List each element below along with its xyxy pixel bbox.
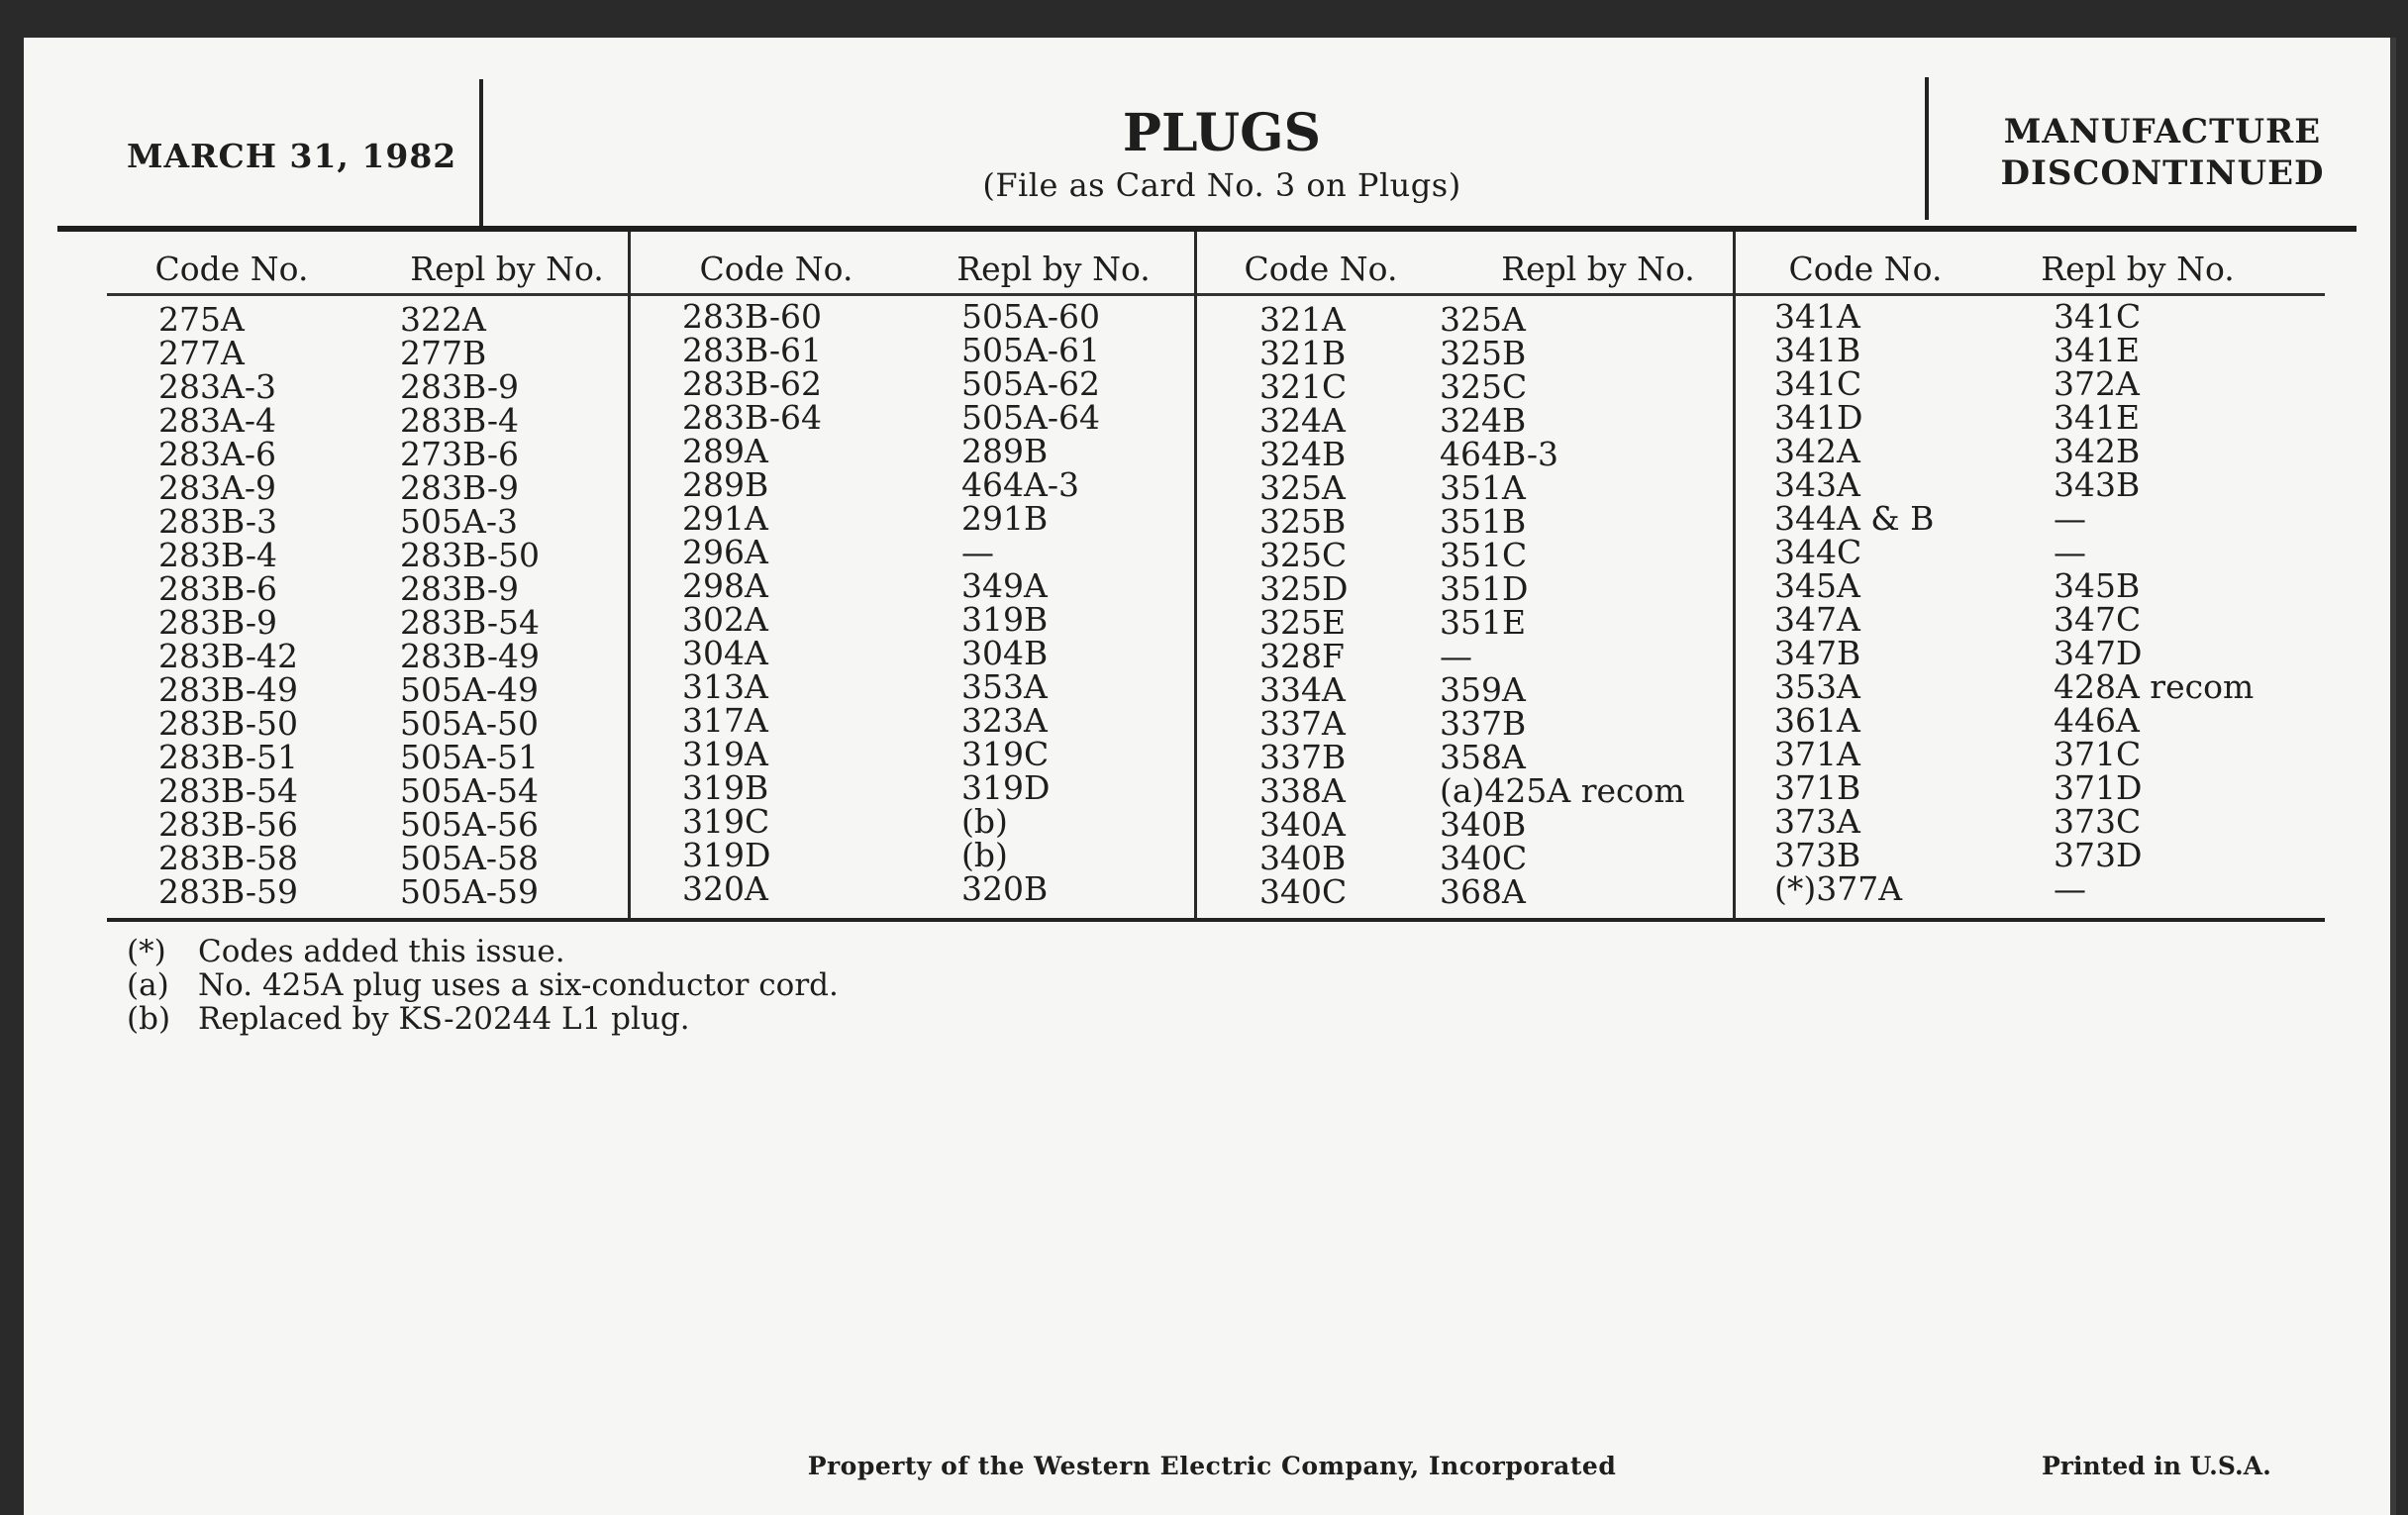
code-cell: 347A <box>1774 600 1860 639</box>
replacement-cell: 341E <box>2054 398 2141 437</box>
replacement-cell: (b) <box>961 802 1008 841</box>
header-rule <box>107 293 2325 296</box>
replacement-cell: 505A-50 <box>400 704 539 743</box>
replacement-cell: 341E <box>2054 331 2141 369</box>
code-cell: 334A <box>1259 670 1346 709</box>
footnote-mark: (b) <box>127 1001 171 1037</box>
code-cell: 283B-51 <box>158 738 298 776</box>
code-cell: 342A <box>1774 432 1860 470</box>
replacement-cell: 505A-62 <box>961 364 1100 403</box>
replacement-cell: 283B-49 <box>400 637 540 675</box>
header-divider <box>479 79 483 226</box>
replacement-cell: 325C <box>1440 367 1528 406</box>
code-cell: 325D <box>1259 569 1349 608</box>
property-notice: Property of the Western Electric Company, Incorporated <box>807 1452 1617 1480</box>
code-cell: 283A-4 <box>158 401 276 440</box>
code-cell: 283B-42 <box>158 637 298 675</box>
replacement-cell: 505A-56 <box>400 805 539 844</box>
replacement-cell: 304B <box>961 634 1049 672</box>
code-cell: 325A <box>1259 468 1346 507</box>
replacement-cell: — <box>2054 533 2086 571</box>
code-cell: 283B-54 <box>158 771 298 810</box>
code-cell: 277A <box>158 334 245 372</box>
code-cell: 319C <box>682 802 770 841</box>
replacement-cell: 283B-9 <box>400 569 519 608</box>
replacement-cell: 349A <box>961 566 1048 605</box>
code-cell: 324A <box>1259 401 1346 440</box>
repl-column <box>400 300 697 911</box>
replacement-cell: 343B <box>2054 465 2141 504</box>
replacement-cell: 347C <box>2054 600 2142 639</box>
code-cell: 325E <box>1259 603 1347 642</box>
column-header-repl: Repl by No. <box>410 250 604 288</box>
header-divider <box>1925 77 1929 220</box>
code-cell: 296A <box>682 533 768 571</box>
code-cell: 373B <box>1774 836 1861 874</box>
code-cell: 283B-62 <box>682 364 822 403</box>
code-cell: 289A <box>682 432 768 470</box>
code-cell: 319B <box>682 768 769 807</box>
code-cell: 283B-50 <box>158 704 298 743</box>
replacement-cell: 283B-9 <box>400 367 519 406</box>
replacement-cell: 351B <box>1440 502 1527 541</box>
replacement-cell: 505A-3 <box>400 502 518 541</box>
code-cell: 283B-59 <box>158 872 298 911</box>
code-cell: 341B <box>1774 331 1861 369</box>
code-cell: 343A <box>1774 465 1860 504</box>
replacement-cell: 283B-54 <box>400 603 540 642</box>
replacement-cell: 353A <box>961 667 1048 706</box>
footnote <box>127 968 839 1002</box>
code-cell: 320A <box>682 869 768 908</box>
code-cell: 340C <box>1259 872 1348 911</box>
code-cell: 283A-6 <box>158 435 276 473</box>
code-cell: 337A <box>1259 704 1346 743</box>
code-cell: 275A <box>158 300 245 339</box>
code-cell: 313A <box>682 667 768 706</box>
footnote <box>127 935 839 968</box>
code-cell: 319A <box>682 735 768 773</box>
code-cell: 283B-6 <box>158 569 277 608</box>
code-cell: 319D <box>682 836 771 874</box>
code-column <box>682 297 979 908</box>
replacement-cell: 283B-50 <box>400 536 540 574</box>
column-header-repl: Repl by No. <box>1501 250 1695 288</box>
code-cell: 321A <box>1259 300 1346 339</box>
replacement-cell: 505A-51 <box>400 738 539 776</box>
code-cell: 289B <box>682 465 769 504</box>
code-cell: 283A-9 <box>158 468 276 507</box>
replacement-cell: — <box>2054 869 2086 908</box>
reference-card <box>24 38 2396 1515</box>
replacement-cell: 464B-3 <box>1440 435 1558 473</box>
printed-notice: Printed in U.S.A. <box>2042 1452 2271 1480</box>
footnote-text: Replaced by KS-20244 L1 plug. <box>198 1001 690 1037</box>
code-cell: 283B-64 <box>682 398 822 437</box>
code-column <box>1774 297 2071 908</box>
code-cell: 324B <box>1259 435 1347 473</box>
replacement-cell: 446A <box>2054 701 2140 740</box>
code-cell: 328F <box>1259 637 1345 675</box>
code-cell: 353A <box>1774 667 1860 706</box>
code-cell: 298A <box>682 566 768 605</box>
replacement-cell: 342B <box>2054 432 2141 470</box>
replacement-cell: 277B <box>400 334 487 372</box>
replacement-cell: — <box>961 533 994 571</box>
replacement-cell: 373D <box>2054 836 2143 874</box>
replacement-cell: 428A recom <box>2054 667 2255 706</box>
replacement-cell: 505A-49 <box>400 670 539 709</box>
replacement-cell: 372A <box>2054 364 2140 403</box>
footnote <box>127 1002 839 1036</box>
code-cell: 283B-60 <box>682 297 822 336</box>
replacement-cell: 358A <box>1440 738 1526 776</box>
replacement-cell: 319D <box>961 768 1051 807</box>
code-cell: 283B-9 <box>158 603 277 642</box>
repl-column <box>2054 297 2351 908</box>
replacement-cell: 505A-58 <box>400 839 539 877</box>
replacement-cell: 324B <box>1440 401 1527 440</box>
replacement-cell: 347D <box>2054 634 2143 672</box>
code-cell: 283B-61 <box>682 331 822 369</box>
column-header-repl: Repl by No. <box>956 250 1151 288</box>
column-header-code: Code No. <box>1244 250 1398 288</box>
repl-column <box>961 297 1258 908</box>
code-cell: 304A <box>682 634 768 672</box>
code-cell: 321B <box>1259 334 1347 372</box>
code-cell: 283B-4 <box>158 536 277 574</box>
column-header-code: Code No. <box>1788 250 1943 288</box>
code-cell: 361A <box>1774 701 1860 740</box>
replacement-cell: 368A <box>1440 872 1526 911</box>
repl-column <box>1440 300 1737 911</box>
replacement-cell: 371C <box>2054 735 2142 773</box>
code-cell: 317A <box>682 701 768 740</box>
replacement-cell: — <box>2054 499 2086 538</box>
code-cell: 283A-3 <box>158 367 276 406</box>
code-cell: 347B <box>1774 634 1861 672</box>
code-cell: 340B <box>1259 839 1347 877</box>
replacement-cell: 341C <box>2054 297 2142 336</box>
status-label <box>1955 111 2370 194</box>
column-header-repl: Repl by No. <box>2041 250 2235 288</box>
replacement-cell: 291B <box>961 499 1049 538</box>
replacement-cell: 325B <box>1440 334 1527 372</box>
page-title: PLUGS <box>1122 103 1322 163</box>
footnote-mark: (*) <box>127 934 166 969</box>
top-rule <box>57 226 2357 232</box>
page-subtitle: (File as Card No. 3 on Plugs) <box>982 166 1461 204</box>
replacement-cell: 505A-64 <box>961 398 1100 437</box>
footnote-text: No. 425A plug uses a six-conductor cord. <box>198 967 839 1003</box>
bottom-rule <box>107 918 2325 922</box>
replacement-cell: 359A <box>1440 670 1526 709</box>
column-header-code: Code No. <box>699 250 853 288</box>
replacement-cell: 464A-3 <box>961 465 1079 504</box>
code-cell: 283B-3 <box>158 502 277 541</box>
replacement-cell: 320B <box>961 869 1049 908</box>
replacement-cell: 351E <box>1440 603 1527 642</box>
code-cell: 283B-58 <box>158 839 298 877</box>
replacement-cell: 505A-61 <box>961 331 1100 369</box>
code-cell: 283B-49 <box>158 670 298 709</box>
replacement-cell: 283B-9 <box>400 468 519 507</box>
column-header-code: Code No. <box>154 250 309 288</box>
code-cell: 283B-56 <box>158 805 298 844</box>
replacement-cell: 283B-4 <box>400 401 519 440</box>
replacement-cell: 351C <box>1440 536 1528 574</box>
code-cell: 371B <box>1774 768 1861 807</box>
issue-date: MARCH 31, 1982 <box>127 137 457 175</box>
replacement-cell: 322A <box>400 300 486 339</box>
code-cell: 337B <box>1259 738 1347 776</box>
code-cell: 373A <box>1774 802 1860 841</box>
code-cell: 325B <box>1259 502 1347 541</box>
replacement-cell: 323A <box>961 701 1048 740</box>
code-cell: 338A <box>1259 771 1346 810</box>
replacement-cell: (a)425A recom <box>1440 771 1685 810</box>
replacement-cell: 505A-54 <box>400 771 539 810</box>
footnote-text: Codes added this issue. <box>198 934 565 969</box>
code-cell: 302A <box>682 600 768 639</box>
card-edge <box>2390 38 2396 1515</box>
replacement-cell: 505A-59 <box>400 872 539 911</box>
replacement-cell: 319B <box>961 600 1049 639</box>
code-cell: 340A <box>1259 805 1346 844</box>
replacement-cell: 273B-6 <box>400 435 519 473</box>
status-line: DISCONTINUED <box>2000 153 2325 193</box>
replacement-cell: 505A-60 <box>961 297 1100 336</box>
replacement-cell: 319C <box>961 735 1050 773</box>
replacement-cell: (b) <box>961 836 1008 874</box>
code-cell: (*)377A <box>1774 869 1903 908</box>
replacement-cell: 340B <box>1440 805 1527 844</box>
replacement-cell: 289B <box>961 432 1049 470</box>
replacement-cell: 371D <box>2054 768 2143 807</box>
status-line: MANUFACTURE <box>2003 112 2322 152</box>
code-cell: 341A <box>1774 297 1860 336</box>
code-cell: 344C <box>1774 533 1862 571</box>
replacement-cell: 325A <box>1440 300 1526 339</box>
code-cell: 345A <box>1774 566 1860 605</box>
replacement-cell: 340C <box>1440 839 1528 877</box>
code-cell: 321C <box>1259 367 1348 406</box>
replacement-cell: 373C <box>2054 802 2142 841</box>
footnotes <box>127 935 839 1036</box>
code-cell: 291A <box>682 499 768 538</box>
replacement-cell: 351D <box>1440 569 1529 608</box>
replacement-cell: 337B <box>1440 704 1527 743</box>
code-cell: 325C <box>1259 536 1348 574</box>
code-cell: 344A & B <box>1774 499 1935 538</box>
replacement-cell: — <box>1440 637 1472 675</box>
footnote-mark: (a) <box>127 967 169 1003</box>
code-cell: 341D <box>1774 398 1863 437</box>
code-cell: 371A <box>1774 735 1860 773</box>
replacement-cell: 351A <box>1440 468 1526 507</box>
code-cell: 341C <box>1774 364 1862 403</box>
replacement-cell: 345B <box>2054 566 2141 605</box>
